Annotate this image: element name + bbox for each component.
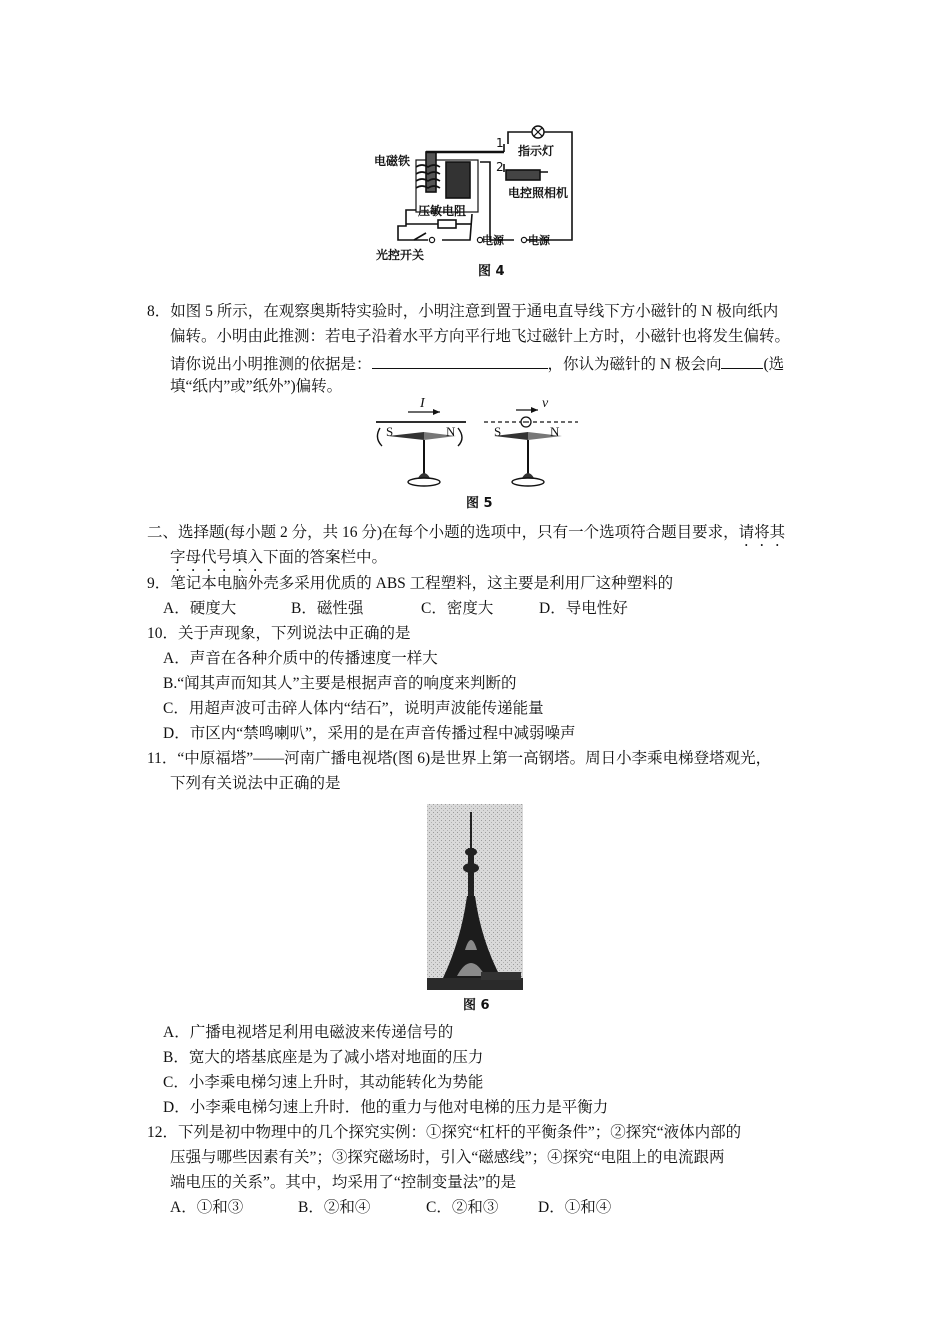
q12-option-a[interactable]: A．①和③ [170, 1199, 244, 1216]
q11-option-c[interactable]: C．小李乘电梯匀速上升时，其动能转化为势能 [163, 1074, 484, 1091]
q9-options [163, 599, 628, 619]
q9-option-b[interactable]: B．磁性强 [291, 600, 364, 617]
q10-option-d[interactable]: D．市区内“禁鸣喇叭”，采用的是在声音传播过程中减弱噪声 [163, 725, 576, 742]
q9-option-c[interactable]: C．密度大 [421, 600, 494, 617]
q11-line-1: 11．“中原福塔”——河南广播电视塔(图 6)是世界上第一高钢塔。周日小李乘电梯登塔观光， [147, 750, 772, 767]
q12-line-2: 压强与哪些因素有关”；③探究磁场时，引入“磁感线”；④探究“电阻上的电流跟两 [170, 1149, 725, 1166]
tv-tower-photo [421, 800, 529, 1018]
fig4-caption: 图 4 [478, 264, 505, 279]
fig5-right-label-n: N [550, 424, 560, 439]
figure-4 [368, 122, 588, 282]
fig5-right-label-s: S [494, 424, 502, 439]
q11-option-b[interactable]: B．宽大的塔基底座是为了减小塔对地面的压力 [163, 1049, 484, 1066]
q11-line-2: 下列有关说法中正确的是 [170, 775, 341, 792]
q8-answer-blank-direction[interactable] [721, 352, 763, 369]
q8-line-3 [170, 352, 784, 375]
section-2-instructions-end: 下面的答案栏中。 [263, 549, 388, 566]
fig6-caption: 图 6 [463, 998, 490, 1013]
fig5-left-label-s: S [386, 424, 394, 439]
q9-option-d[interactable]: D．导电性好 [539, 600, 628, 617]
q8-answer-blank-basis[interactable] [372, 352, 548, 369]
fig4-label-resistor: 压敏电阻 [418, 204, 467, 218]
q9-option-a[interactable]: A．硬度大 [163, 600, 237, 617]
section-2-line-1 [147, 523, 785, 550]
fig4-label-electromagnet: 电磁铁 [374, 154, 411, 168]
q12-line-1: 12．下列是初中物理中的几个探究实例：①探究“杠杆的平衡条件”；②探究“液体内部的 [147, 1124, 742, 1141]
q10-stem: 10．关于声现象，下列说法中正确的是 [147, 625, 411, 642]
q12-option-d[interactable]: D．①和④ [538, 1199, 612, 1216]
fig4-label-power-2: 电源 [528, 234, 550, 247]
section-2-line-2 [170, 548, 387, 575]
q12-option-c[interactable]: C．②和③ [426, 1199, 499, 1216]
figure-5 [366, 396, 588, 514]
fig4-label-contact-2: 2 [496, 160, 504, 174]
q8-line-2: 偏转。小明由此推测：若电子沿着水平方向平行地飞过磁针上方时，小磁针也将发生偏转。 [170, 328, 791, 345]
q10-option-c[interactable]: C．用超声波可击碎人体内“结石”，说明声波能传递能量 [163, 700, 544, 717]
section-2-instructions: 二、选择题(每小题 2 分，共 16 分)在每个小题的选项中，只有一个选项符合题目要求， [147, 524, 739, 541]
q9-stem: 9．笔记本电脑外壳多采用优质的 ABS 工程塑料，这主要是利用厂这种塑料的 [147, 575, 674, 592]
q8-line-4: 填“纸内”或”纸外”)偏转。 [170, 378, 343, 395]
fig5-label-velocity: v [542, 396, 549, 411]
q8-line-3-prefix: 请你说出小明推测的依据是： [170, 356, 372, 373]
fig5-label-current: I [420, 396, 425, 411]
q10-option-b[interactable]: B.“闻其声而知其人”主要是根据声音的响度来判断的 [163, 675, 517, 692]
figure-6 [421, 800, 529, 1018]
q12-option-b[interactable]: B．②和④ [298, 1199, 371, 1216]
fig4-label-camera: 电控照相机 [508, 186, 569, 200]
q8-line-3-suffix: (选 [763, 356, 785, 373]
fig5-caption: 图 5 [466, 496, 493, 511]
q11-option-d[interactable]: D．小李乘电梯匀速上升时．他的重力与他对电梯的压力是平衡力 [163, 1099, 609, 1116]
fig4-label-indicator: 指示灯 [518, 144, 555, 158]
fig4-label-contact-1: 1 [496, 136, 504, 150]
q11-option-a[interactable]: A．广播电视塔足利用电磁波来传递信号的 [163, 1024, 454, 1041]
fig5-left-label-n: N [446, 424, 456, 439]
q8-line-1: 8．如图 5 所示，在观察奥斯特实验时，小明注意到置于通电直导线下方小磁针的 N 极向纸内 [147, 303, 779, 320]
section-2-emphasis-2: 字母代号填入 [170, 549, 264, 566]
fig4-label-switch: 光控开关 [376, 248, 425, 262]
section-2-emphasis-1: 请将其 [738, 524, 786, 541]
q10-option-a[interactable]: A．声音在各种介质中的传播速度一样大 [163, 650, 438, 667]
q12-line-3: 端电压的关系”。其中，均采用了“控制变量法”的是 [170, 1174, 517, 1191]
q8-line-3-middle: ，你认为磁针的 N 极会向 [547, 356, 722, 373]
fig4-label-power-1: 电源 [482, 234, 504, 247]
q12-options [170, 1198, 611, 1218]
